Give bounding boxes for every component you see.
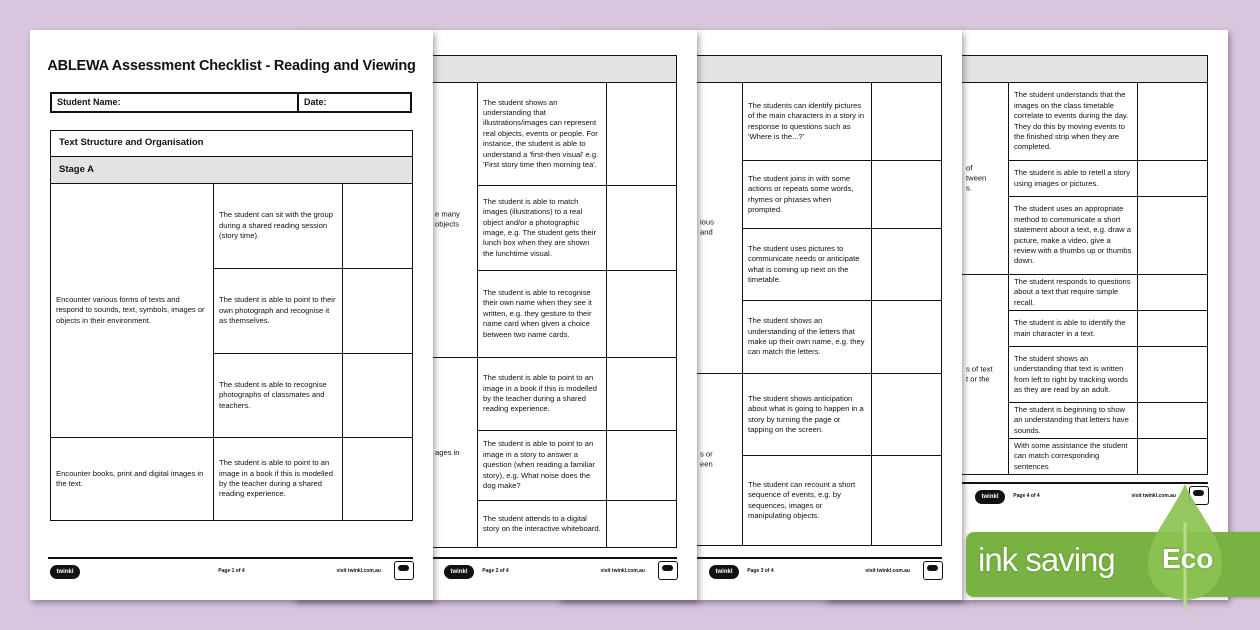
quality-badge-icon xyxy=(394,561,414,580)
website-link[interactable]: visit twinkl.com.au xyxy=(336,568,381,574)
table-row xyxy=(51,438,413,521)
check-cell[interactable] xyxy=(607,186,677,271)
check-cell[interactable] xyxy=(1138,83,1208,161)
date-field[interactable]: Date: xyxy=(304,97,327,107)
twinkl-logo: twinkl xyxy=(50,565,80,579)
ink-saving-label: ink saving xyxy=(978,541,1115,578)
page-number: Page 3 of 4 xyxy=(747,568,774,574)
twinkl-logo: twinkl xyxy=(975,490,1005,504)
criterion-cell: The student is able to point to an image in a story to answer a question (when reading a familiar story), e.g. What noise does the dog make? xyxy=(478,431,607,501)
criterion-cell: The student uses pictures to communicate needs or anticipate what is coming up next on the timetable. xyxy=(743,229,872,301)
check-cell[interactable] xyxy=(343,269,413,354)
check-cell[interactable] xyxy=(1138,403,1208,439)
criterion-cell: The student is able to match images (illustrations) to a real object and/or a photographic image, e.g. The student gets their lunch box when they are shown the lunchtime visual. xyxy=(478,186,607,271)
page-number: Page 1 of 4 xyxy=(218,568,245,574)
check-cell[interactable] xyxy=(1138,439,1208,475)
page-number: Page 2 of 4 xyxy=(482,568,509,574)
website-link[interactable]: visit twinkl.com.au xyxy=(600,568,645,574)
criterion-cell: The student shows anticipation about what is going to happen in a story by turning the page or tapping on the screen. xyxy=(743,374,872,456)
worksheet-page-1 xyxy=(30,30,433,600)
student-name-field[interactable]: Student Name: xyxy=(52,94,299,111)
eco-badge: Eco xyxy=(1162,543,1214,574)
objective-cell: Encounter books, print and digital images in the text. xyxy=(51,438,214,521)
check-cell[interactable] xyxy=(1138,347,1208,403)
criterion-cell: The student shows an understanding that illustrations/images can represent real objects, events or people. For instance, the student is able to understand a 'first-then visual' e.g. 'First story time then morning tea'. xyxy=(478,83,607,186)
check-cell[interactable] xyxy=(607,431,677,501)
section-heading: Text Structure and Organisation xyxy=(51,131,413,157)
criterion-cell: The student is beginning to show an understanding that letters have sounds. xyxy=(1009,403,1138,439)
check-cell[interactable] xyxy=(607,271,677,358)
criterion-cell: The student can recount a short sequence of events, e.g. by sequences, images or manipulating objects. xyxy=(743,456,872,546)
objective-cell: Encounter various forms of texts and respond to sounds, text, symbols, images or objects in their environment. xyxy=(51,184,214,438)
criterion-cell: The student uses an appropriate method to communicate a short statement about a text, e.g. draw a picture, make a video, give a review with a thumbs up or thumbs down. xyxy=(1009,197,1138,275)
page-title: ABLEWA Assessment Checklist - Reading and Viewing xyxy=(47,58,416,74)
criterion-cell: The student shows an understanding of the letters that make up their own name, e.g. they can match the letters. xyxy=(743,301,872,374)
check-cell[interactable] xyxy=(872,301,942,374)
checklist-table xyxy=(50,130,413,521)
footer-divider xyxy=(48,557,413,559)
check-cell[interactable] xyxy=(872,83,942,161)
criterion-cell: The student is able to identify the main character in a text. xyxy=(1009,311,1138,347)
quality-badge-icon xyxy=(658,561,678,580)
criterion-cell: The student shows an understanding that text is written from left to right by tracking words as they are read by an adult. xyxy=(1009,347,1138,403)
criterion-cell: With some assistance the student can match corresponding sentences xyxy=(1009,439,1138,475)
objective-fragment: ages in xyxy=(435,447,460,457)
criterion-cell: The student responds to questions about a text that require simple recall. xyxy=(1009,275,1138,311)
criterion-cell: The student attends to a digital story on the interactive whiteboard. xyxy=(478,501,607,548)
criterion-cell: The student is able to point to an image in a book if this is modelled by the teacher during a shared reading experience. xyxy=(214,438,343,521)
criterion-cell: The student joins in with some actions or repeats some words, rhymes or phrases when prompted. xyxy=(743,161,872,229)
check-cell[interactable] xyxy=(872,229,942,301)
check-cell[interactable] xyxy=(343,354,413,438)
check-cell[interactable] xyxy=(872,374,942,456)
check-cell[interactable] xyxy=(1138,161,1208,197)
criterion-cell: The student understands that the images on the class timetable correlate to events during the day. They do this by moving events to the finished strip when they are completed. xyxy=(1009,83,1138,161)
check-cell[interactable] xyxy=(607,501,677,548)
check-cell[interactable] xyxy=(872,456,942,546)
website-link[interactable]: visit twinkl.com.au xyxy=(865,568,910,574)
criterion-cell: The student is able to point to an image in a book if this is modelled by the teacher during a shared reading experience. xyxy=(478,358,607,431)
objective-fragment: ious and xyxy=(700,217,714,237)
check-cell[interactable] xyxy=(1138,275,1208,311)
check-cell[interactable] xyxy=(872,161,942,229)
check-cell[interactable] xyxy=(1138,311,1208,347)
criterion-cell: The student is able to retell a story using images or pictures. xyxy=(1009,161,1138,197)
objective-fragment: of tween s. xyxy=(966,162,987,193)
twinkl-logo: twinkl xyxy=(444,565,474,579)
quality-badge-icon xyxy=(923,561,943,580)
check-cell[interactable] xyxy=(607,358,677,431)
twinkl-logo: twinkl xyxy=(709,565,739,579)
objective-fragment: s of text t or the xyxy=(966,364,993,384)
website-link[interactable]: visit twinkl.com.au xyxy=(1131,493,1176,499)
stage-heading: Stage A xyxy=(51,157,413,184)
table-row xyxy=(51,184,413,269)
check-cell[interactable] xyxy=(343,438,413,521)
page-number: Page 4 of 4 xyxy=(1013,493,1040,499)
criterion-cell: The student is able to recognise photographs of classmates and teachers. xyxy=(214,354,343,438)
check-cell[interactable] xyxy=(1138,197,1208,275)
check-cell[interactable] xyxy=(607,83,677,186)
objective-fragment: e many objects xyxy=(435,209,460,229)
student-info-box xyxy=(50,92,412,113)
check-cell[interactable] xyxy=(343,184,413,269)
criterion-cell: The students can identify pictures of the main characters in a story in response to questions such as 'Where is the...?' xyxy=(743,83,872,161)
criterion-cell: The student is able to recognise their own name when they see it written, e.g. they gesture to their name card when given a choice between two name cards. xyxy=(478,271,607,358)
criterion-cell: The student is able to point to their own photograph and recognise it as themselves. xyxy=(214,269,343,354)
objective-fragment: s or een xyxy=(700,449,713,469)
criterion-cell: The student can sit with the group during a shared reading session (story time). xyxy=(214,184,343,269)
